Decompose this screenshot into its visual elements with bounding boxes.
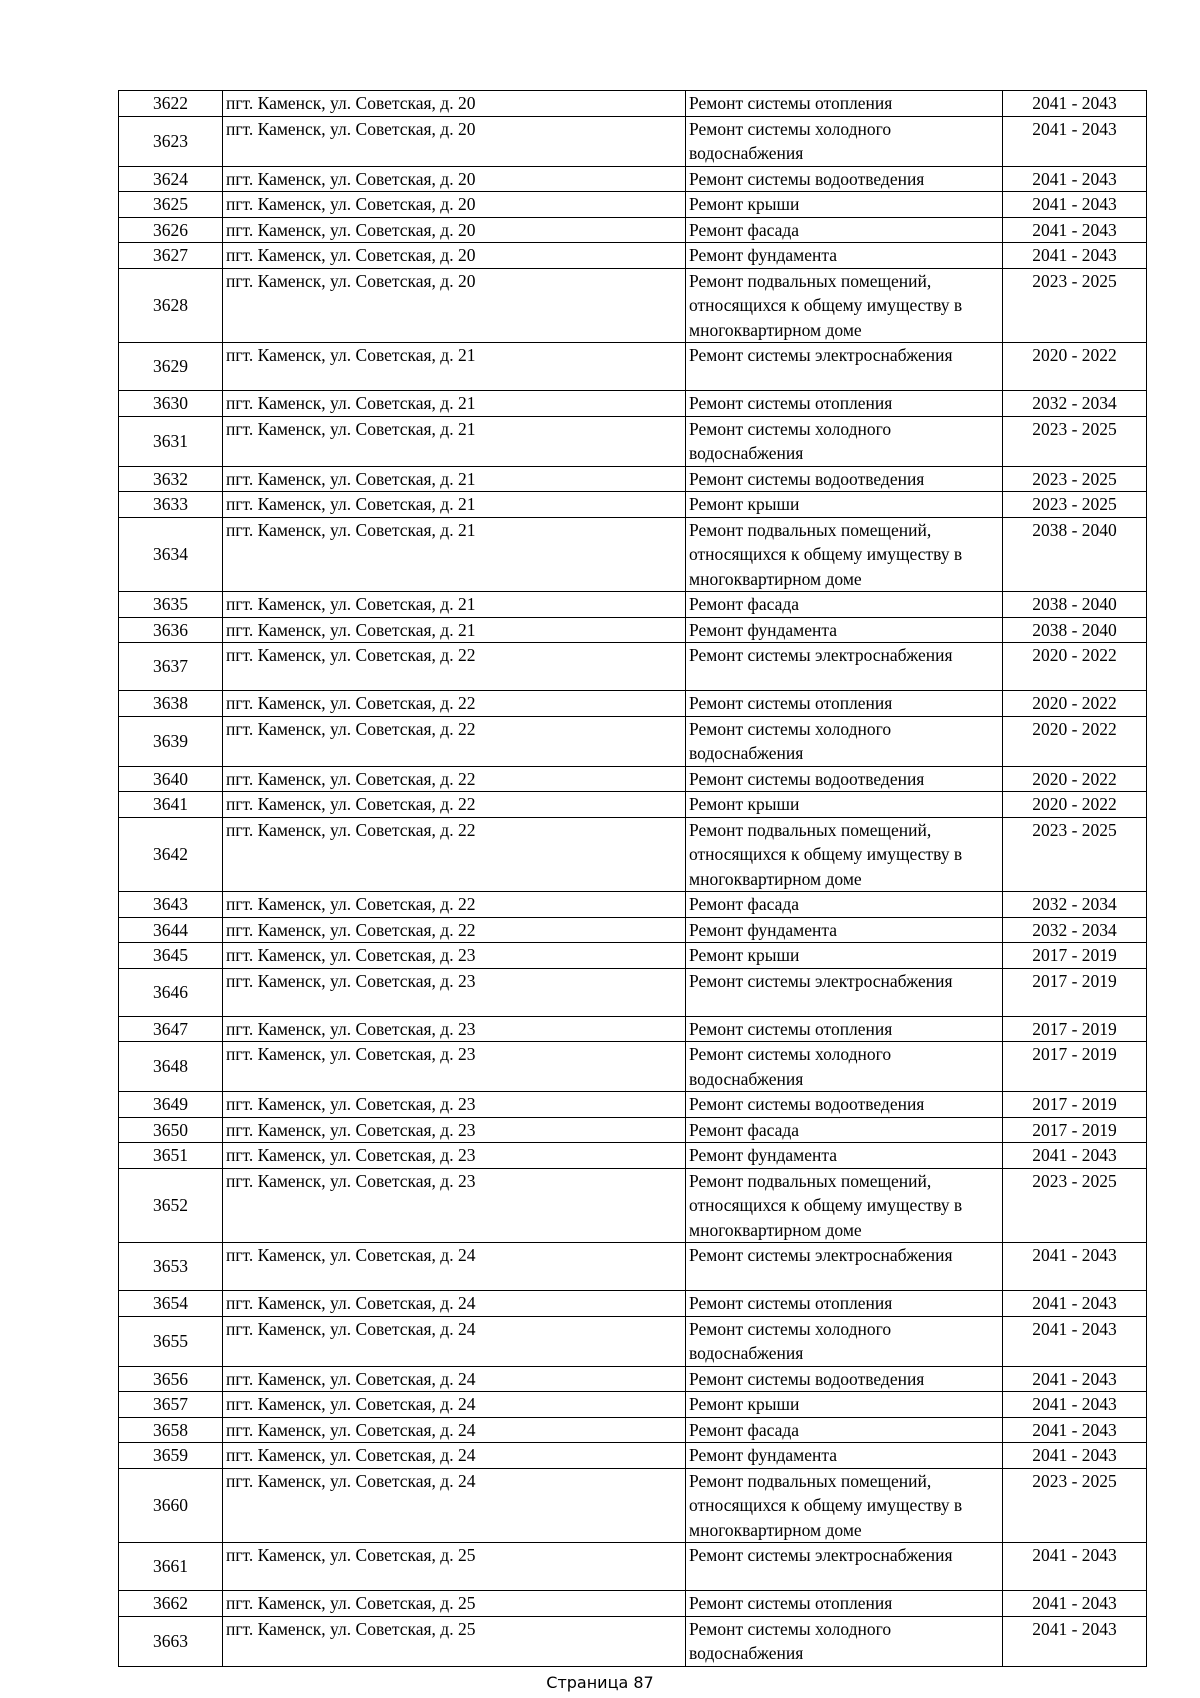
row-number-cell: 3627 (119, 243, 223, 269)
table-row (119, 766, 1147, 792)
work-type-cell: Ремонт подвальных помещений, относящихся к общему имуществу в многоквартирном доме (686, 1468, 1003, 1543)
work-type-cell: Ремонт фундамента (686, 1443, 1003, 1469)
address-cell: пгт. Каменск, ул. Советская, д. 23 (223, 968, 686, 1016)
work-type-cell: Ремонт фасада (686, 1117, 1003, 1143)
period-cell: 2041 - 2043 (1003, 1243, 1147, 1291)
work-type-cell: Ремонт подвальных помещений, относящихся к общему имуществу в многоквартирном доме (686, 268, 1003, 343)
period-cell: 2017 - 2019 (1003, 1042, 1147, 1092)
address-cell: пгт. Каменск, ул. Советская, д. 24 (223, 1316, 686, 1366)
period-cell: 2023 - 2025 (1003, 416, 1147, 466)
address-cell: пгт. Каменск, ул. Советская, д. 23 (223, 1143, 686, 1169)
period-cell: 2020 - 2022 (1003, 643, 1147, 691)
address-cell: пгт. Каменск, ул. Советская, д. 21 (223, 592, 686, 618)
address-cell: пгт. Каменск, ул. Советская, д. 24 (223, 1392, 686, 1418)
period-cell: 2032 - 2034 (1003, 917, 1147, 943)
table-row (119, 1468, 1147, 1543)
table-row (119, 343, 1147, 391)
work-type-cell: Ремонт системы электроснабжения (686, 968, 1003, 1016)
row-number-cell: 3624 (119, 166, 223, 192)
row-number-cell: 3628 (119, 268, 223, 343)
work-type-cell: Ремонт фасада (686, 592, 1003, 618)
work-type-cell: Ремонт фундамента (686, 617, 1003, 643)
period-cell: 2020 - 2022 (1003, 691, 1147, 717)
work-type-cell: Ремонт системы водоотведения (686, 166, 1003, 192)
work-type-cell: Ремонт крыши (686, 792, 1003, 818)
address-cell: пгт. Каменск, ул. Советская, д. 23 (223, 943, 686, 969)
address-cell: пгт. Каменск, ул. Советская, д. 22 (223, 766, 686, 792)
address-cell: пгт. Каменск, ул. Советская, д. 24 (223, 1291, 686, 1317)
address-cell: пгт. Каменск, ул. Советская, д. 23 (223, 1168, 686, 1243)
period-cell: 2020 - 2022 (1003, 792, 1147, 818)
work-type-cell: Ремонт системы холодного водоснабжения (686, 1316, 1003, 1366)
row-number-cell: 3622 (119, 91, 223, 117)
row-number-cell: 3659 (119, 1443, 223, 1469)
row-number-cell: 3653 (119, 1243, 223, 1291)
address-cell: пгт. Каменск, ул. Советская, д. 20 (223, 166, 686, 192)
period-cell: 2023 - 2025 (1003, 492, 1147, 518)
row-number-cell: 3650 (119, 1117, 223, 1143)
address-cell: пгт. Каменск, ул. Советская, д. 24 (223, 1468, 686, 1543)
work-type-cell: Ремонт подвальных помещений, относящихся к общему имуществу в многоквартирном доме (686, 1168, 1003, 1243)
row-number-cell: 3626 (119, 217, 223, 243)
work-type-cell: Ремонт системы отопления (686, 391, 1003, 417)
work-type-cell: Ремонт фундамента (686, 243, 1003, 269)
period-cell: 2020 - 2022 (1003, 766, 1147, 792)
table-row (119, 592, 1147, 618)
work-type-cell: Ремонт системы отопления (686, 1291, 1003, 1317)
period-cell: 2017 - 2019 (1003, 1016, 1147, 1042)
work-type-cell: Ремонт крыши (686, 492, 1003, 518)
table-row (119, 691, 1147, 717)
address-cell: пгт. Каменск, ул. Советская, д. 22 (223, 691, 686, 717)
table-row (119, 492, 1147, 518)
address-cell: пгт. Каменск, ул. Советская, д. 20 (223, 243, 686, 269)
row-number-cell: 3631 (119, 416, 223, 466)
work-type-cell: Ремонт системы холодного водоснабжения (686, 716, 1003, 766)
work-type-cell: Ремонт системы холодного водоснабжения (686, 416, 1003, 466)
period-cell: 2041 - 2043 (1003, 1143, 1147, 1169)
period-cell: 2038 - 2040 (1003, 592, 1147, 618)
work-type-cell: Ремонт фасада (686, 217, 1003, 243)
work-type-cell: Ремонт системы холодного водоснабжения (686, 116, 1003, 166)
address-cell: пгт. Каменск, ул. Советская, д. 22 (223, 716, 686, 766)
work-type-cell: Ремонт крыши (686, 943, 1003, 969)
address-cell: пгт. Каменск, ул. Советская, д. 23 (223, 1117, 686, 1143)
work-type-cell: Ремонт системы электроснабжения (686, 1243, 1003, 1291)
row-number-cell: 3651 (119, 1143, 223, 1169)
table-row (119, 968, 1147, 1016)
work-type-cell: Ремонт системы отопления (686, 91, 1003, 117)
row-number-cell: 3630 (119, 391, 223, 417)
address-cell: пгт. Каменск, ул. Советская, д. 24 (223, 1417, 686, 1443)
address-cell: пгт. Каменск, ул. Советская, д. 21 (223, 492, 686, 518)
address-cell: пгт. Каменск, ул. Советская, д. 21 (223, 466, 686, 492)
table-row (119, 391, 1147, 417)
table-row (119, 792, 1147, 818)
table-row (119, 1591, 1147, 1617)
period-cell: 2017 - 2019 (1003, 1092, 1147, 1118)
row-number-cell: 3639 (119, 716, 223, 766)
table-row (119, 716, 1147, 766)
period-cell: 2032 - 2034 (1003, 892, 1147, 918)
row-number-cell: 3642 (119, 817, 223, 892)
row-number-cell: 3663 (119, 1616, 223, 1666)
row-number-cell: 3633 (119, 492, 223, 518)
address-cell: пгт. Каменск, ул. Советская, д. 20 (223, 268, 686, 343)
address-cell: пгт. Каменск, ул. Советская, д. 25 (223, 1591, 686, 1617)
address-cell: пгт. Каменск, ул. Советская, д. 23 (223, 1016, 686, 1042)
work-type-cell: Ремонт системы водоотведения (686, 1366, 1003, 1392)
table-row (119, 643, 1147, 691)
table-row (119, 1291, 1147, 1317)
period-cell: 2041 - 2043 (1003, 1591, 1147, 1617)
period-cell: 2020 - 2022 (1003, 716, 1147, 766)
row-number-cell: 3636 (119, 617, 223, 643)
address-cell: пгт. Каменск, ул. Советская, д. 22 (223, 917, 686, 943)
address-cell: пгт. Каменск, ул. Советская, д. 21 (223, 343, 686, 391)
period-cell: 2041 - 2043 (1003, 1392, 1147, 1418)
work-type-cell: Ремонт системы электроснабжения (686, 643, 1003, 691)
work-type-cell: Ремонт фасада (686, 892, 1003, 918)
table-row (119, 617, 1147, 643)
table-row (119, 268, 1147, 343)
row-number-cell: 3660 (119, 1468, 223, 1543)
row-number-cell: 3654 (119, 1291, 223, 1317)
row-number-cell: 3652 (119, 1168, 223, 1243)
period-cell: 2041 - 2043 (1003, 1291, 1147, 1317)
period-cell: 2041 - 2043 (1003, 1616, 1147, 1666)
period-cell: 2017 - 2019 (1003, 968, 1147, 1016)
work-type-cell: Ремонт системы холодного водоснабжения (686, 1616, 1003, 1666)
period-cell: 2020 - 2022 (1003, 343, 1147, 391)
page-number: Страница 87 (546, 1673, 654, 1692)
period-cell: 2038 - 2040 (1003, 617, 1147, 643)
work-type-cell: Ремонт крыши (686, 1392, 1003, 1418)
address-cell: пгт. Каменск, ул. Советская, д. 22 (223, 817, 686, 892)
address-cell: пгт. Каменск, ул. Советская, д. 24 (223, 1443, 686, 1469)
period-cell: 2041 - 2043 (1003, 1417, 1147, 1443)
table-row (119, 1092, 1147, 1118)
period-cell: 2023 - 2025 (1003, 817, 1147, 892)
row-number-cell: 3625 (119, 192, 223, 218)
table-row (119, 1168, 1147, 1243)
row-number-cell: 3623 (119, 116, 223, 166)
work-type-cell: Ремонт системы отопления (686, 691, 1003, 717)
address-cell: пгт. Каменск, ул. Советская, д. 20 (223, 91, 686, 117)
table-row (119, 466, 1147, 492)
period-cell: 2041 - 2043 (1003, 192, 1147, 218)
row-number-cell: 3638 (119, 691, 223, 717)
table-row (119, 1143, 1147, 1169)
work-type-cell: Ремонт фасада (686, 1417, 1003, 1443)
row-number-cell: 3637 (119, 643, 223, 691)
table-row (119, 943, 1147, 969)
address-cell: пгт. Каменск, ул. Советская, д. 25 (223, 1616, 686, 1666)
row-number-cell: 3656 (119, 1366, 223, 1392)
period-cell: 2032 - 2034 (1003, 391, 1147, 417)
row-number-cell: 3655 (119, 1316, 223, 1366)
row-number-cell: 3644 (119, 917, 223, 943)
work-type-cell: Ремонт фундамента (686, 917, 1003, 943)
work-type-cell: Ремонт подвальных помещений, относящихся к общему имуществу в многоквартирном доме (686, 817, 1003, 892)
address-cell: пгт. Каменск, ул. Советская, д. 23 (223, 1042, 686, 1092)
table-row (119, 517, 1147, 592)
period-cell: 2041 - 2043 (1003, 1543, 1147, 1591)
table-row (119, 1543, 1147, 1591)
row-number-cell: 3641 (119, 792, 223, 818)
row-number-cell: 3649 (119, 1092, 223, 1118)
row-number-cell: 3657 (119, 1392, 223, 1418)
table-row (119, 91, 1147, 117)
address-cell: пгт. Каменск, ул. Советская, д. 23 (223, 1092, 686, 1118)
period-cell: 2041 - 2043 (1003, 217, 1147, 243)
row-number-cell: 3661 (119, 1543, 223, 1591)
work-type-cell: Ремонт системы отопления (686, 1016, 1003, 1042)
table-row (119, 243, 1147, 269)
table-row (119, 892, 1147, 918)
table-row (119, 1243, 1147, 1291)
period-cell: 2041 - 2043 (1003, 1366, 1147, 1392)
work-type-cell: Ремонт системы водоотведения (686, 766, 1003, 792)
table-row (119, 1417, 1147, 1443)
address-cell: пгт. Каменск, ул. Советская, д. 22 (223, 892, 686, 918)
row-number-cell: 3634 (119, 517, 223, 592)
work-type-cell: Ремонт подвальных помещений, относящихся к общему имуществу в многоквартирном доме (686, 517, 1003, 592)
row-number-cell: 3647 (119, 1016, 223, 1042)
period-cell: 2041 - 2043 (1003, 91, 1147, 117)
table-row (119, 917, 1147, 943)
row-number-cell: 3645 (119, 943, 223, 969)
table-row (119, 1316, 1147, 1366)
table-row (119, 1616, 1147, 1666)
table-body (119, 91, 1147, 1667)
table-row (119, 1016, 1147, 1042)
table-row (119, 116, 1147, 166)
address-cell: пгт. Каменск, ул. Советская, д. 24 (223, 1366, 686, 1392)
work-type-cell: Ремонт крыши (686, 192, 1003, 218)
address-cell: пгт. Каменск, ул. Советская, д. 21 (223, 391, 686, 417)
work-type-cell: Ремонт системы водоотведения (686, 1092, 1003, 1118)
period-cell: 2017 - 2019 (1003, 1117, 1147, 1143)
address-cell: пгт. Каменск, ул. Советская, д. 25 (223, 1543, 686, 1591)
address-cell: пгт. Каменск, ул. Советская, д. 22 (223, 643, 686, 691)
row-number-cell: 3658 (119, 1417, 223, 1443)
table-row (119, 166, 1147, 192)
row-number-cell: 3635 (119, 592, 223, 618)
address-cell: пгт. Каменск, ул. Советская, д. 21 (223, 416, 686, 466)
address-cell: пгт. Каменск, ул. Советская, д. 22 (223, 792, 686, 818)
table-row (119, 817, 1147, 892)
work-type-cell: Ремонт системы электроснабжения (686, 1543, 1003, 1591)
address-cell: пгт. Каменск, ул. Советская, д. 24 (223, 1243, 686, 1291)
address-cell: пгт. Каменск, ул. Советская, д. 20 (223, 217, 686, 243)
period-cell: 2023 - 2025 (1003, 1168, 1147, 1243)
table-row (119, 1443, 1147, 1469)
work-type-cell: Ремонт системы водоотведения (686, 466, 1003, 492)
work-type-cell: Ремонт системы холодного водоснабжения (686, 1042, 1003, 1092)
row-number-cell: 3632 (119, 466, 223, 492)
period-cell: 2023 - 2025 (1003, 1468, 1147, 1543)
table-row (119, 416, 1147, 466)
work-type-cell: Ремонт системы отопления (686, 1591, 1003, 1617)
table-row (119, 192, 1147, 218)
period-cell: 2041 - 2043 (1003, 166, 1147, 192)
period-cell: 2038 - 2040 (1003, 517, 1147, 592)
address-cell: пгт. Каменск, ул. Советская, д. 20 (223, 192, 686, 218)
period-cell: 2023 - 2025 (1003, 466, 1147, 492)
address-cell: пгт. Каменск, ул. Советская, д. 21 (223, 517, 686, 592)
table-row (119, 1392, 1147, 1418)
address-cell: пгт. Каменск, ул. Советская, д. 21 (223, 617, 686, 643)
period-cell: 2041 - 2043 (1003, 116, 1147, 166)
table-row (119, 1042, 1147, 1092)
row-number-cell: 3640 (119, 766, 223, 792)
repair-schedule-table (118, 90, 1147, 1667)
period-cell: 2041 - 2043 (1003, 243, 1147, 269)
period-cell: 2023 - 2025 (1003, 268, 1147, 343)
period-cell: 2041 - 2043 (1003, 1316, 1147, 1366)
address-cell: пгт. Каменск, ул. Советская, д. 20 (223, 116, 686, 166)
work-type-cell: Ремонт фундамента (686, 1143, 1003, 1169)
row-number-cell: 3646 (119, 968, 223, 1016)
row-number-cell: 3629 (119, 343, 223, 391)
table-row (119, 1117, 1147, 1143)
table-row (119, 1366, 1147, 1392)
row-number-cell: 3643 (119, 892, 223, 918)
period-cell: 2017 - 2019 (1003, 943, 1147, 969)
work-type-cell: Ремонт системы электроснабжения (686, 343, 1003, 391)
row-number-cell: 3648 (119, 1042, 223, 1092)
table-row (119, 217, 1147, 243)
row-number-cell: 3662 (119, 1591, 223, 1617)
period-cell: 2041 - 2043 (1003, 1443, 1147, 1469)
